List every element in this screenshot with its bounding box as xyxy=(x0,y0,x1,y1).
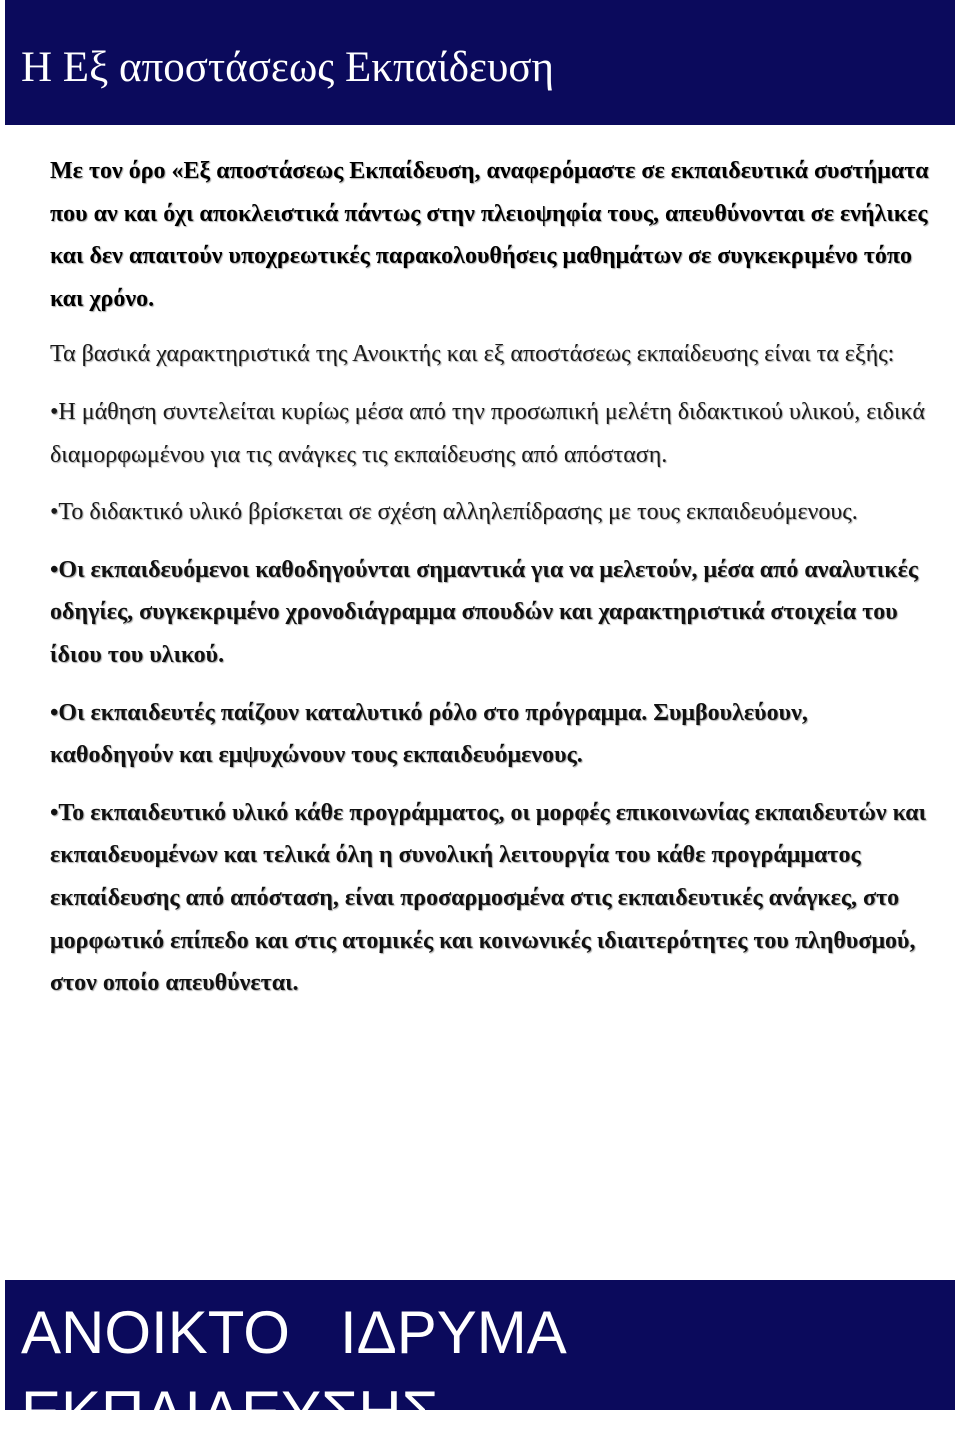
bullet-item xyxy=(50,692,930,777)
bullet-text: Οι εκπαιδευτές παίζουν καταλυτικό ρόλο στο πρόγραμμα. Συμβουλεύουν, καθοδηγούν και εμψυχώνουν τους εκπαιδευόμενους. xyxy=(50,699,808,769)
bullet-marker: • xyxy=(50,398,59,425)
bullet-marker: • xyxy=(50,499,59,526)
intro-paragraph: Με τον όρο «Εξ αποστάσεως Εκπαίδευση, αναφερόμαστε σε εκπαιδευτικά συστήματα που αν και όχι αποκλειστικά πάντως στην πλειοψηφία τους, απευθύνονται σε ενήλικες και δεν απαιτούν υποχρεωτικές παρακολουθήσεις μαθημάτων σε συγκεκριμένο τόπο και χρόνο. xyxy=(50,158,929,312)
bullet-item xyxy=(50,549,930,677)
page-title: Η Εξ αποστάσεως Εκπαίδευση xyxy=(21,44,555,91)
bullet-text: Οι εκπαιδευόμενοι καθοδηγούνται σημαντικά για να μελετούν, μέσα από αναλυτικές οδηγίες, συγκεκριμένο χρονοδιάγραμμα σπουδών και χαρακτηριστικά στοιχεία του ίδιου του υλικού. xyxy=(50,556,918,668)
bullet-marker: • xyxy=(50,799,59,826)
bullet-marker: • xyxy=(50,556,59,583)
bullet-text: Η μάθηση συντελείται κυρίως μέσα από την προσωπική μελέτη διδακτικού υλικού, ειδικά διαμορφωμένου για τις ανάγκες τις εκπαίδευσης από απόσταση. xyxy=(50,398,925,468)
footer-title-line-2: ΕΚΠΑΙΔΕΥΣΗΣ xyxy=(21,1379,439,1446)
bullet-text: Το διδακτικό υλικό βρίσκεται σε σχέση αλληλεπίδρασης με τους εκπαιδευόμενους. xyxy=(58,499,858,526)
header-banner xyxy=(5,0,955,125)
footer-title-line-1: ΑΝΟΙΚΤΟ ΙΔΡΥΜΑ xyxy=(21,1299,567,1366)
lead-paragraph: Τα βασικά χαρακτηριστικά της Ανοικτής και εξ αποστάσεως εκπαίδευσης είναι τα εξής: xyxy=(50,341,895,368)
footer-banner xyxy=(5,1280,955,1446)
bullet-item xyxy=(50,391,930,476)
bullet-text: Το εκπαιδευτικό υλικό κάθε προγράμματος, οι μορφές επικοινωνίας εκπαιδευτών και εκπαιδευομένων και τελικά όλη η συνολική λειτουργία του κάθε προγράμματος εκπαίδευσης από απόσταση, είναι προσαρμοσμένα στις εκπαιδευτικές ανάγκες, στο μορφωτικό επίπεδο και στις ατομικές και κοινωνικές ιδιαιτερότητες του πληθυσμού, στον οποίο απευθύνεται. xyxy=(50,799,927,997)
bullet-marker: • xyxy=(50,699,59,726)
bullet-item xyxy=(50,491,930,534)
bullet-item xyxy=(50,792,930,1005)
document-body xyxy=(50,150,930,1005)
